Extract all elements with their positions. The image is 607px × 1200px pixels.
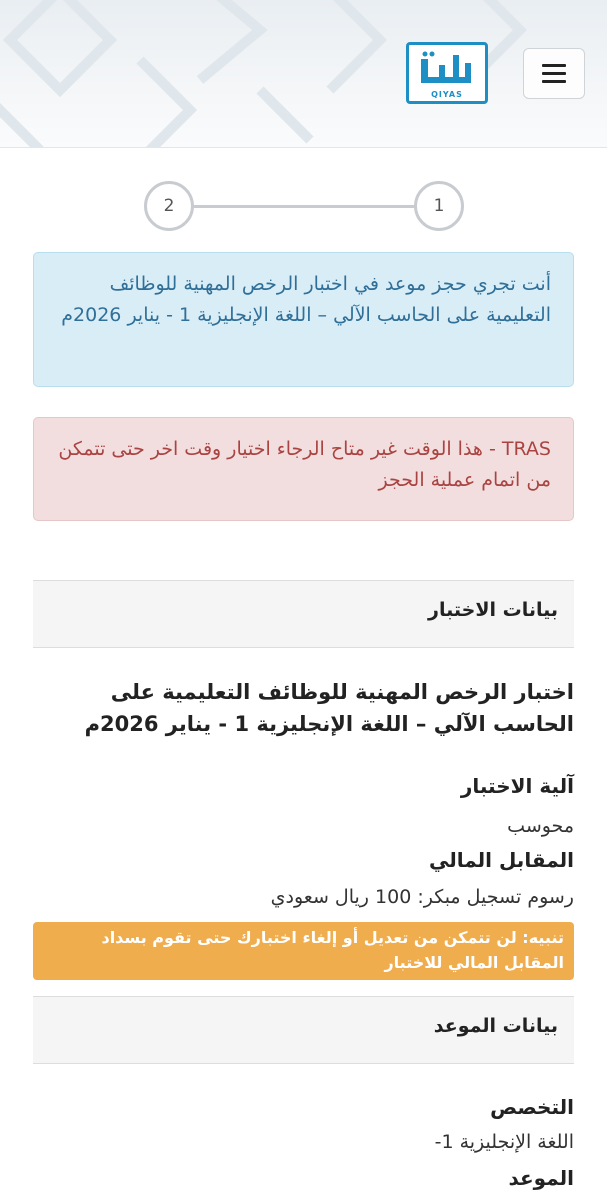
time-unavailable-alert: TRAS - هذا الوقت غير متاح الرجاء اختيار وقت اخر حتى تتمكن من اتمام عملية الحجز (33, 417, 574, 521)
booking-stepper (0, 181, 607, 231)
hamburger-icon-bar (542, 72, 566, 75)
booking-info-alert: أنت تجري حجز موعد في اختبار الرخص المهنية للوظائف التعليمية على الحاسب الآلي – اللغة الإنجليزية 1 - يناير 2026م (33, 252, 574, 387)
qiyas-logo-mark (417, 51, 479, 89)
step-2: 2 (144, 181, 194, 231)
stepper-connector (193, 205, 415, 208)
fee-value: رسوم تسجيل مبكر: 100 ريال سعودي (270, 886, 574, 908)
header-pattern (0, 0, 607, 148)
exam-method-label: آلية الاختبار (460, 774, 574, 798)
logo-tagline: QIYAS (431, 90, 463, 99)
hamburger-icon-bar (542, 80, 566, 83)
fee-label: المقابل المالي (428, 848, 574, 872)
step-1: 1 (414, 181, 464, 231)
menu-button[interactable] (523, 48, 585, 99)
site-header (0, 0, 607, 148)
appointment-label: الموعد (508, 1166, 574, 1190)
exam-name: اختبار الرخص المهنية للوظائف التعليمية على الحاسب الآلي – اللغة الإنجليزية 1 - يناير 2026م (84, 680, 574, 736)
exam-data-heading: بيانات الاختبار (33, 580, 574, 648)
hamburger-icon (542, 64, 566, 67)
appointment-data-heading: بيانات الموعد (33, 996, 574, 1064)
payment-warning: تنبيه: لن تتمكن من تعديل أو إلغاء اختبارك حتى تقوم بسداد المقابل المالي للاختبار (33, 922, 574, 980)
specialty-label: التخصص (490, 1095, 574, 1119)
specialty-value: اللغة الإنجليزية 1- (434, 1131, 574, 1153)
exam-method-value: محوسب (507, 815, 574, 837)
qiyas-logo[interactable] (406, 42, 488, 104)
